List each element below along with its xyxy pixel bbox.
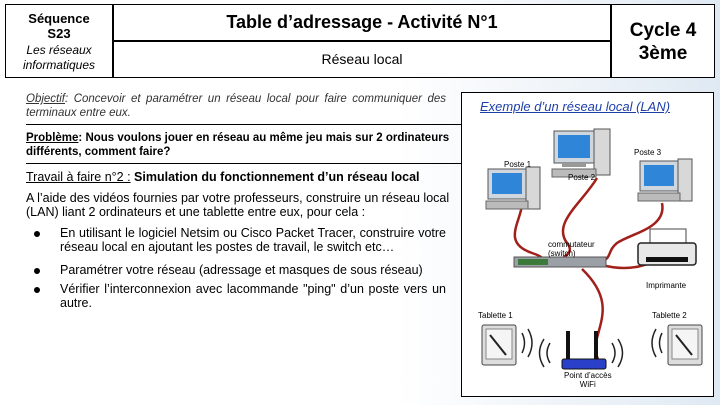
network-diagram <box>461 92 714 397</box>
divider <box>26 163 464 164</box>
computer-icon <box>552 129 610 177</box>
step-text: Vérifier l’interconnexion avec lacommande "ping" d’un poste vers un autre. <box>60 282 446 310</box>
computer-icon <box>638 159 692 201</box>
sequence-subject-line1: Les réseaux <box>26 43 92 57</box>
list-item <box>26 226 446 254</box>
printer-label: Imprimante <box>646 281 687 290</box>
ap-label-line2: WiFi <box>579 380 596 389</box>
travail-intro: A l’aide des vidéos fournies par votre professeurs, construire un réseau local (LAN) liant 2 ordinateurs et une tablette entre eux, pour cela : <box>26 191 450 219</box>
list-item <box>26 282 446 310</box>
tablet2-label: Tablette 2 <box>652 311 687 320</box>
poste3-label: Poste 3 <box>634 148 662 157</box>
page-subtitle: Réseau local <box>113 41 611 78</box>
tablet-icon <box>652 325 702 365</box>
wifi-waves <box>522 329 532 357</box>
cycle-level: 3ème <box>638 43 688 64</box>
tablet-icon <box>482 325 532 365</box>
objectif-text: : Concevoir et paramétrer un réseau local pour faire communiquer des terminaux entre eux. <box>26 93 446 119</box>
probleme-text: : Nous voulons jouer en réseau au même jeu mais sur 2 ordinateurs différents, comment faire? <box>26 132 450 158</box>
cycle-box <box>611 4 715 78</box>
sequence-number: S23 <box>47 26 71 41</box>
bullet-icon <box>34 287 40 293</box>
wifi-router-icon <box>540 331 623 369</box>
switch-label-line2: (switch) <box>548 249 576 258</box>
probleme-paragraph <box>26 131 456 159</box>
switch-icon <box>514 257 606 267</box>
tablet1-label: Tablette 1 <box>478 311 513 320</box>
step-text: Paramétrer votre réseau (adressage et masques de sous réseau) <box>60 263 423 277</box>
cable-ap <box>582 269 603 365</box>
cable-poste1 <box>515 205 547 264</box>
switch-label <box>548 240 595 258</box>
bullet-icon <box>34 231 40 237</box>
bullet-icon <box>34 268 40 274</box>
ap-label <box>564 371 612 389</box>
travail-text: Simulation du fonctionnement d’un réseau local <box>130 170 420 184</box>
objectif-label: Objectif <box>26 93 65 105</box>
list-item <box>26 263 446 277</box>
poste1-label: Poste 1 <box>504 160 532 169</box>
sequence-box <box>5 4 113 78</box>
sequence-label: Séquence <box>28 11 90 26</box>
travail-heading <box>26 170 446 184</box>
probleme-label: Problème <box>26 132 79 144</box>
sequence-subject-line2: informatiques <box>22 58 96 72</box>
switch-label-line1: commutateur <box>548 240 595 249</box>
cycle-label: Cycle 4 <box>629 20 697 41</box>
printer-icon <box>638 229 696 265</box>
poste2-label: Poste 2 <box>568 173 596 182</box>
objectif-paragraph <box>26 92 446 120</box>
step-text: En utilisant le logiciel Netsim ou Cisco Packet Tracer, construire votre réseau local en ajoutant les postes de travail, le switch etc… <box>60 226 446 254</box>
wifi-waves <box>652 329 662 357</box>
ap-label-line1: Point d’accès <box>564 371 612 380</box>
page-title: Table d’adressage - Activité N°1 <box>113 4 611 41</box>
computer-icon <box>486 167 540 209</box>
divider <box>26 124 464 125</box>
network-title: Exemple d’un réseau local (LAN) <box>480 99 671 114</box>
travail-label: Travail à faire n°2 : <box>26 170 131 184</box>
